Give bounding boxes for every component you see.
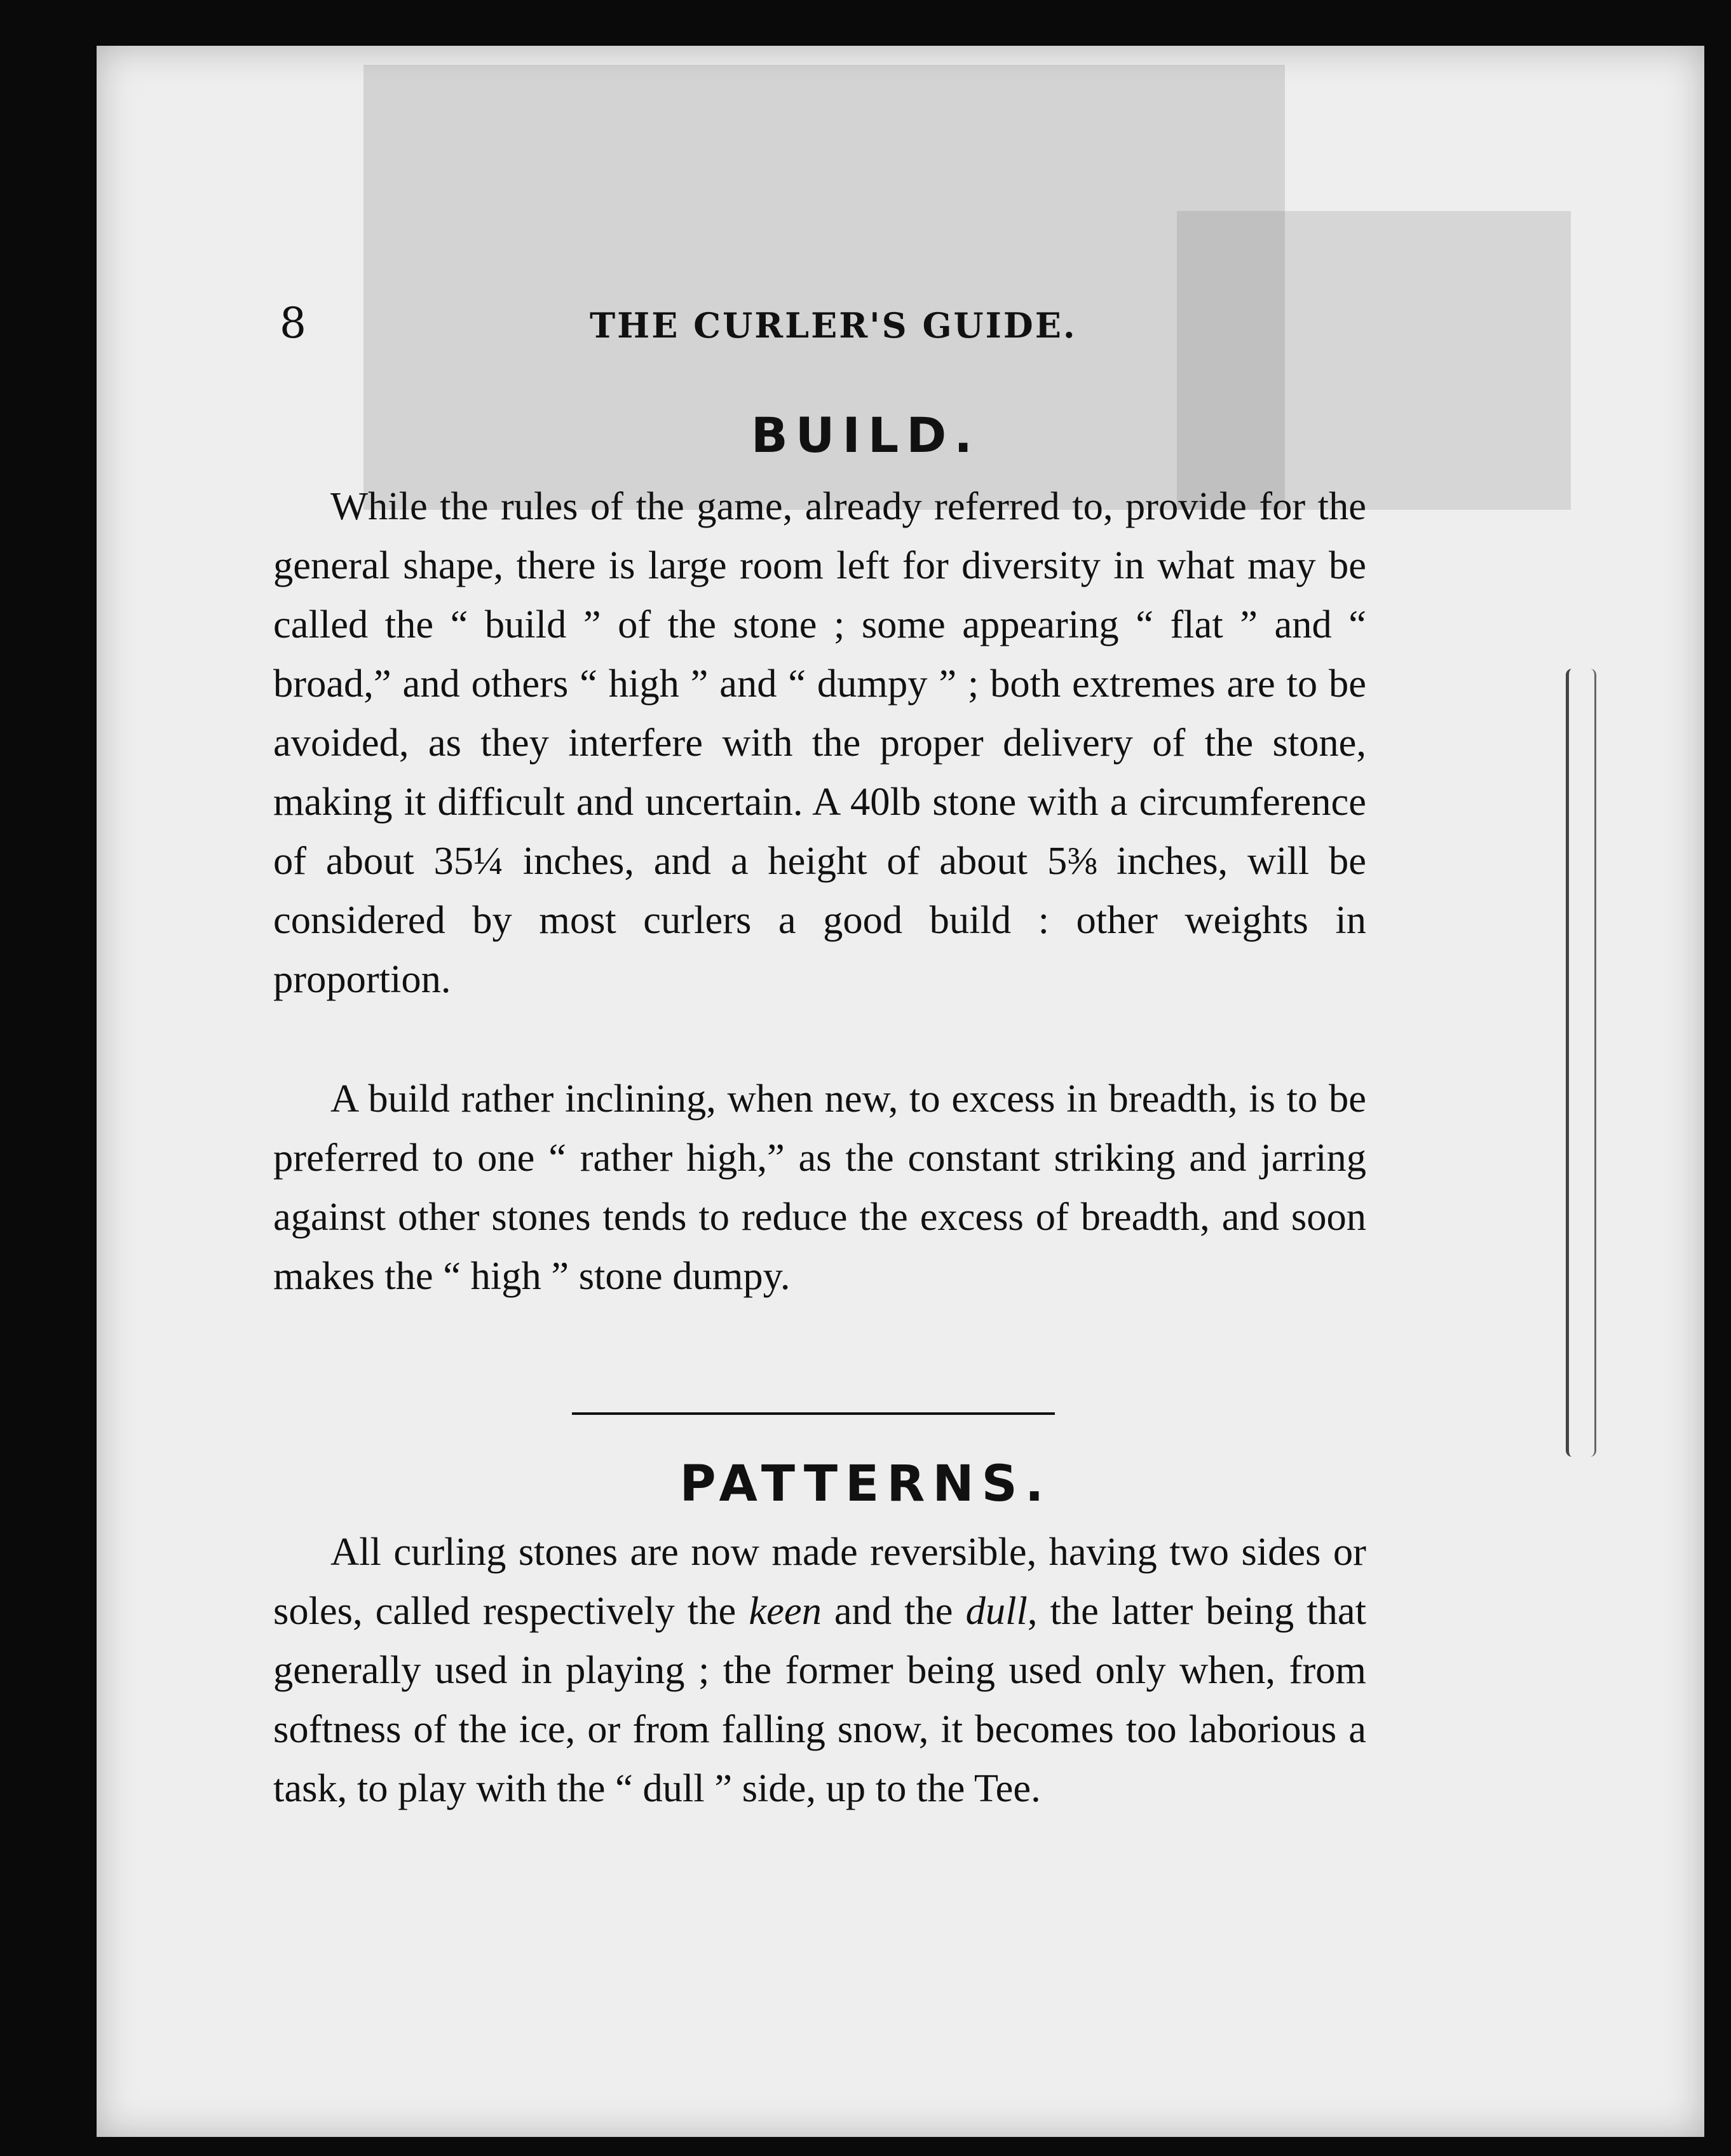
section-divider	[572, 1412, 1055, 1415]
page-number: 8	[280, 299, 306, 348]
text-run: , the latter being that generally used in playing ; the former being used only when, from softness of the ice, or from falling snow, it becomes too laborious a task, to play with the “ dull ” side, up to the Tee.	[273, 1588, 1366, 1810]
paragraph	[273, 1522, 1366, 1818]
paragraph: While the rules of the game, already referred to, provide for the general shape, there is large room left for diversity in what may be called the “ build ” of the stone ; some appearing “ flat ” and “ broad,” and others “ high ” and “ dumpy ” ; both extremes are to be avoided, as they interfere with the proper delivery of the stone, making it difficult and uncertain. A 40lb stone with a circumference of about 35¼ inches, and a height of about 5⅜ inches, will be considered by most curlers a good build : other weights in proportion.	[273, 484, 1366, 1001]
text-run: All curling stones are now made reversible, having two sides or soles, called respectively the	[273, 1529, 1366, 1633]
text-run: and the	[821, 1588, 966, 1633]
paragraph: A build rather inclining, when new, to excess in breadth, is to be preferred to one “ rather high,” as the constant striking and jarring against other stones tends to reduce the excess of breadth, and soon makes the “ high ” stone dumpy.	[273, 1076, 1366, 1298]
binding-mark	[1566, 669, 1596, 1457]
show-through-shadow	[1177, 211, 1571, 510]
italic-term-keen: keen	[749, 1588, 822, 1633]
italic-term-dull: dull	[965, 1588, 1028, 1633]
section-heading-patterns: PATTERNS.	[679, 1456, 1052, 1513]
running-header	[280, 299, 1423, 350]
section-heading-build: BUILD.	[750, 407, 981, 463]
running-title: THE CURLER'S GUIDE.	[590, 305, 1077, 346]
